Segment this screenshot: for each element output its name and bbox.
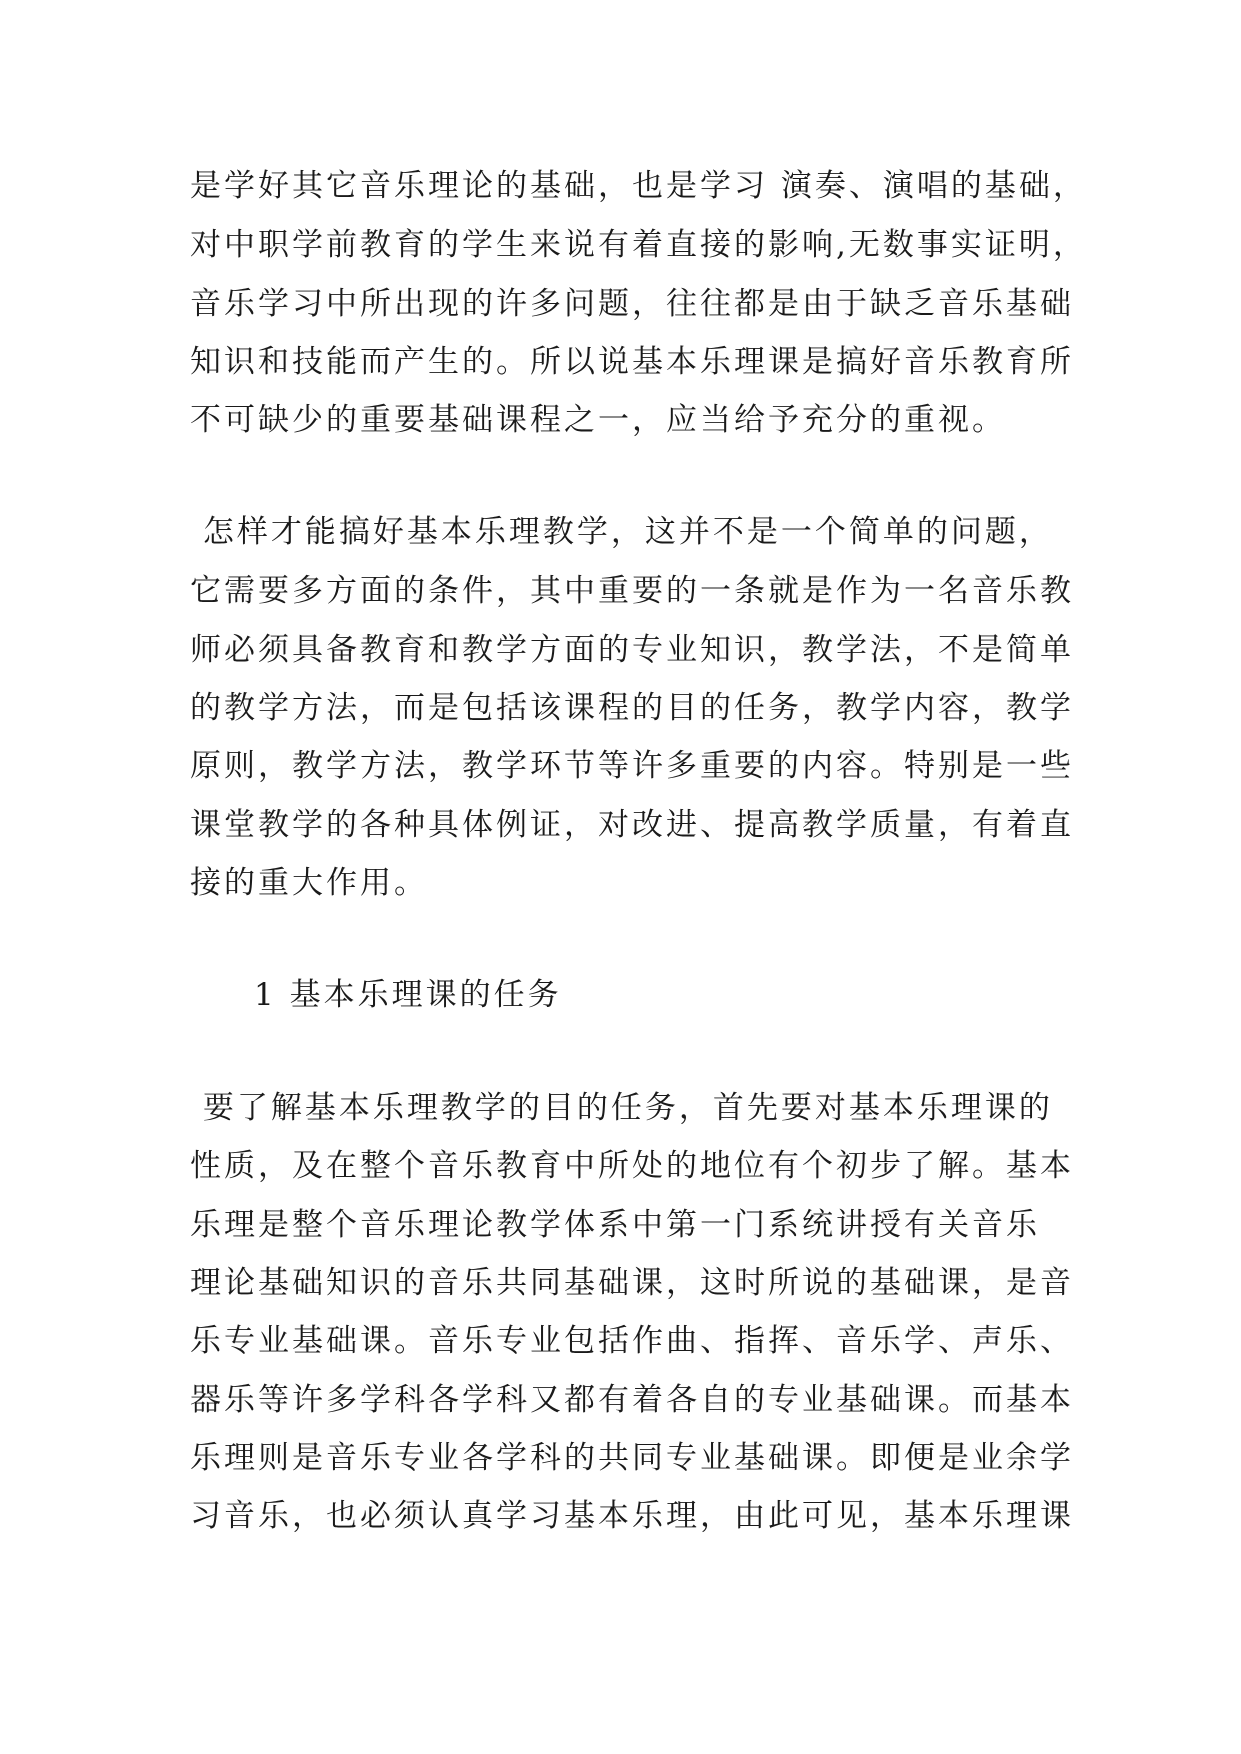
paragraph-2-line-2: 它需要多方面的条件，其中重要的一条就是作为一名音乐教 xyxy=(190,573,1074,609)
paragraph-3-line-3: 乐理是整个音乐理论教学体系中第一门系统讲授有关音乐 xyxy=(190,1207,1040,1243)
section-heading: 1 基本乐理课的任务 xyxy=(254,977,562,1013)
paragraph-2-line-3: 师必须具备教育和教学方面的专业知识，教学法，不是简单 xyxy=(190,632,1074,668)
paragraph-3-line-6: 器乐等许多学科各学科又都有着各自的专业基础课。而基本 xyxy=(190,1382,1074,1418)
paragraph-1-line-5: 不可缺少的重要基础课程之一，应当给予充分的重视。 xyxy=(190,402,1006,438)
paragraph-3-line-2: 性质，及在整个音乐教育中所处的地位有个初步了解。基本 xyxy=(190,1148,1074,1184)
paragraph-2-line-4: 的教学方法，而是包括该课程的目的任务，教学内容，教学 xyxy=(190,690,1074,726)
paragraph-2-line-7: 接的重大作用。 xyxy=(190,865,428,901)
paragraph-3-line-4: 理论基础知识的音乐共同基础课，这时所说的基础课，是音 xyxy=(190,1265,1074,1301)
paragraph-3-line-1: 要了解基本乐理教学的目的任务，首先要对基本乐理课的 xyxy=(190,1090,1053,1126)
paragraph-1-line-4: 知识和技能而产生的。所以说基本乐理课是搞好音乐教育所 xyxy=(190,344,1074,380)
paragraph-3-line-5: 乐专业基础课。音乐专业包括作曲、指挥、音乐学、声乐、 xyxy=(190,1323,1074,1359)
paragraph-1-line-3: 音乐学习中所出现的许多问题，往往都是由于缺乏音乐基础 xyxy=(190,286,1074,322)
paragraph-2-line-1: 怎样才能搞好基本乐理教学，这并不是一个简单的问题， xyxy=(190,514,1053,550)
paragraph-3-line-8: 习音乐，也必须认真学习基本乐理，由此可见，基本乐理课 xyxy=(190,1498,1074,1534)
paragraph-3-line-7: 乐理则是音乐专业各学科的共同专业基础课。即便是业余学 xyxy=(190,1440,1074,1476)
paragraph-1-line-1: 是学好其它音乐理论的基础，也是学习 演奏、演唱的基础， xyxy=(190,168,1087,204)
paragraph-2-line-5: 原则，教学方法，教学环节等许多重要的内容。特别是一些 xyxy=(190,748,1074,784)
paragraph-2-line-6: 课堂教学的各种具体例证，对改进、提高教学质量，有着直 xyxy=(190,807,1074,843)
paragraph-1-line-2: 对中职学前教育的学生来说有着直接的影响,无数事实证明， xyxy=(190,227,1087,263)
